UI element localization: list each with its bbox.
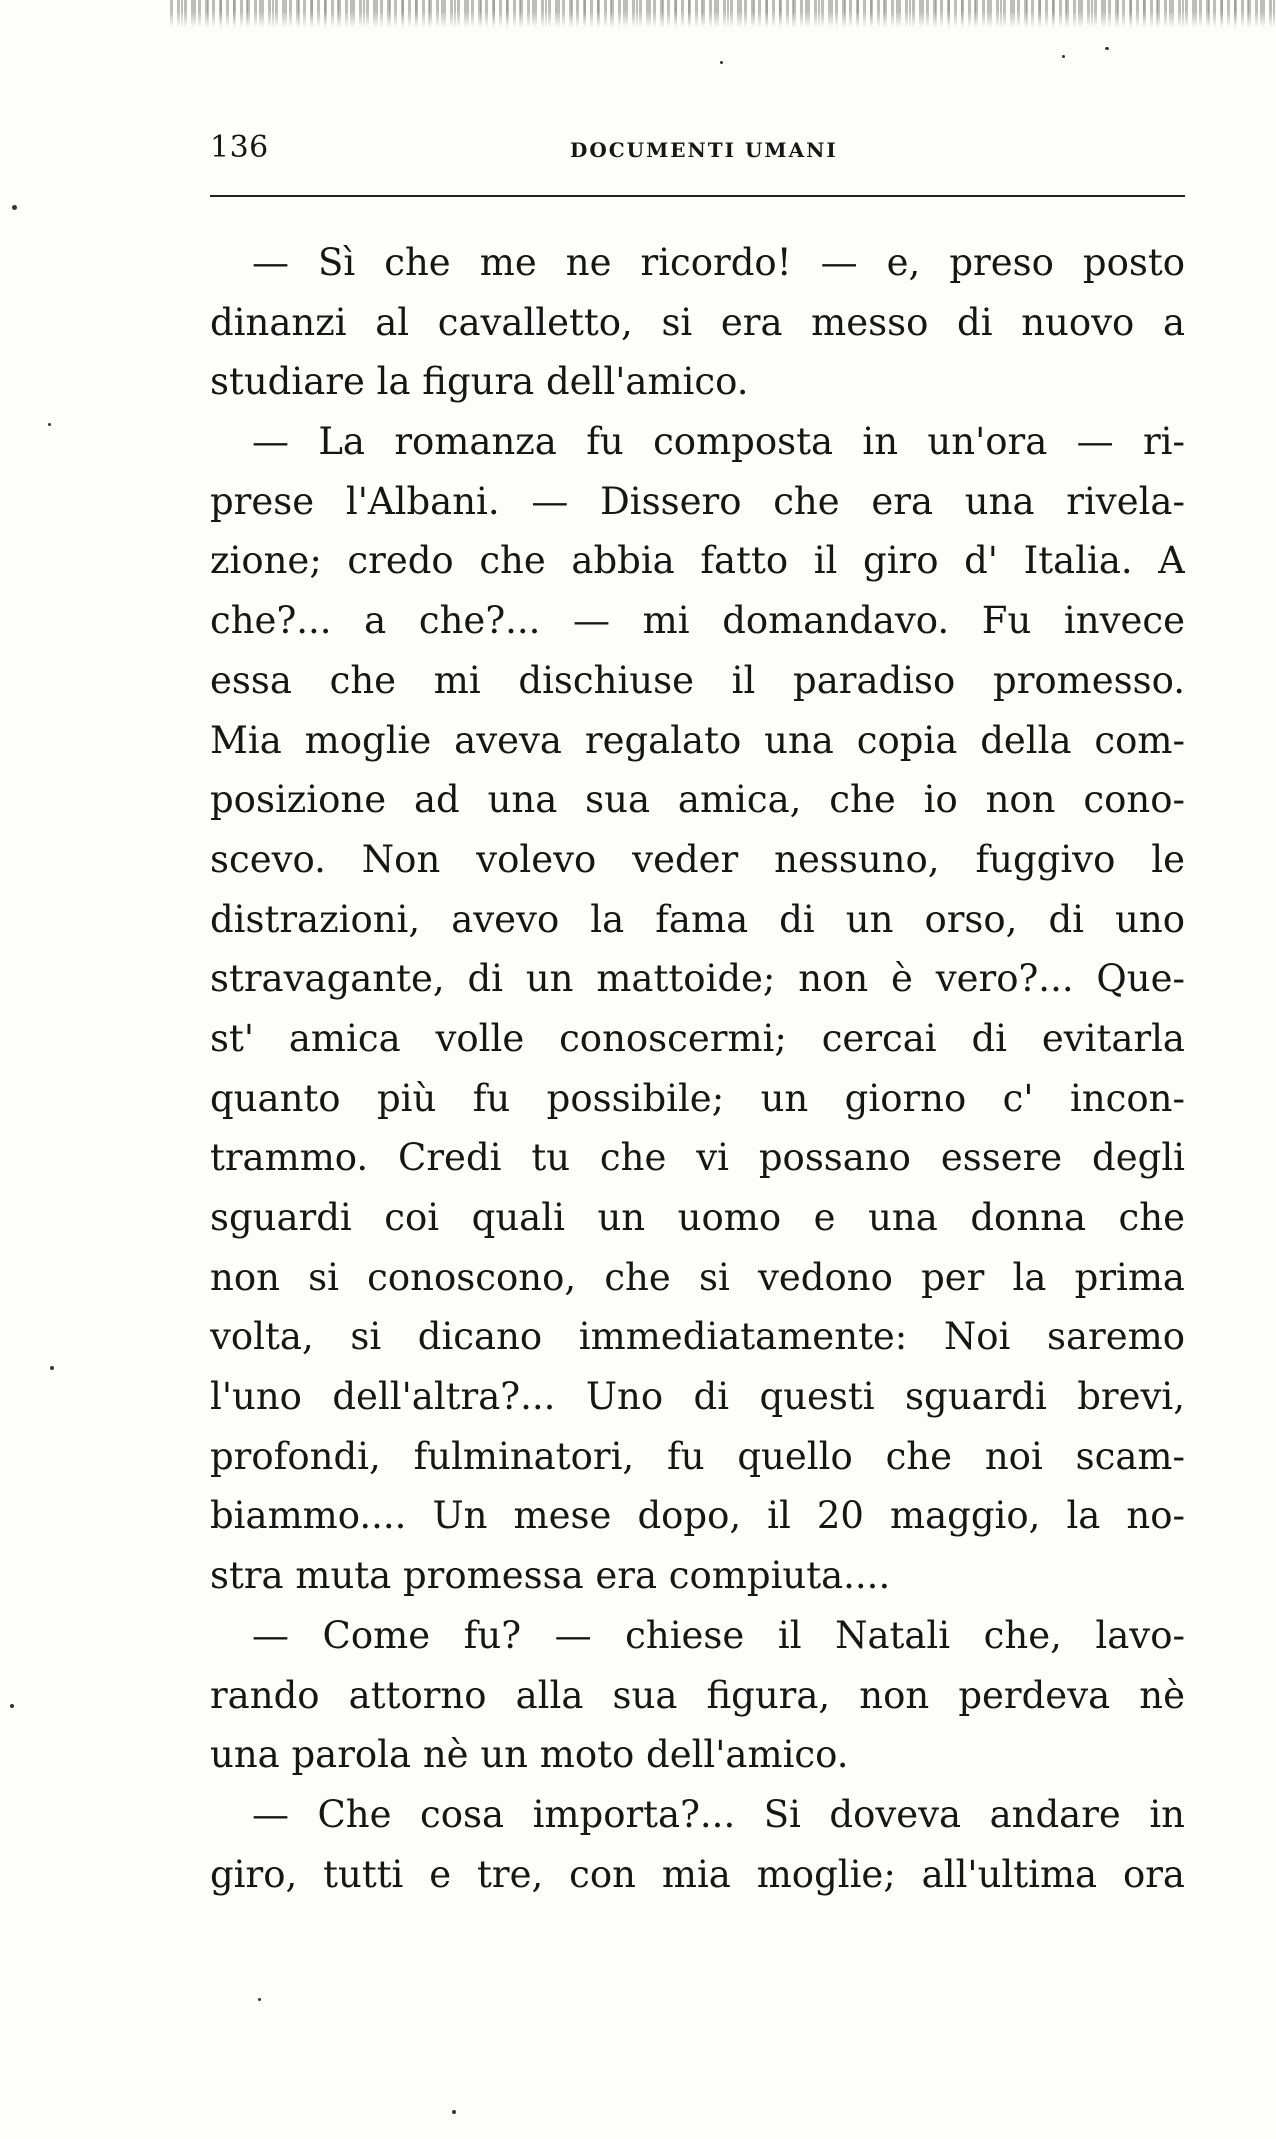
text-line: che?... a che?... — mi domandavo. Fu invece xyxy=(210,599,1185,643)
text-line: distrazioni, avevo la fama di un orso, di uno xyxy=(210,897,1185,941)
scan-speck xyxy=(258,1998,261,2001)
scan-speck xyxy=(12,205,17,210)
text-line: giro, tutti e tre, con mia moglie; all'ultima ora xyxy=(210,1852,1185,1896)
scan-speck xyxy=(10,1704,14,1708)
text-line: — La romanza fu composta in un'ora — ri- xyxy=(252,420,1185,464)
text-line: — Sì che me ne ricordo! — e, preso posto xyxy=(252,241,1185,284)
text-line: rando attorno alla sua figura, non perdeva nè xyxy=(210,1673,1185,1717)
text-line: volta, si dicano immediatamente: Noi saremo xyxy=(210,1315,1185,1359)
text-line: quanto più fu possibile; un giorno c' incon- xyxy=(210,1076,1185,1120)
text-line: profondi, fulminatori, fu quello che noi scam- xyxy=(210,1434,1185,1478)
text-line: biammo.... Un mese dopo, il 20 maggio, la no- xyxy=(210,1494,1185,1538)
text-line: — Come fu? — chiese il Natali che, lavo- xyxy=(252,1613,1185,1657)
text-line: l'uno dell'altra?... Uno di questi sguardi brevi, xyxy=(210,1375,1185,1419)
text-line: st' amica volle conoscermi; cercai di evitarla xyxy=(210,1016,1185,1060)
text-line: posizione ad una sua amica, che io non cono- xyxy=(210,778,1185,822)
scan-speck xyxy=(452,2110,456,2114)
scan-noise-top-edge xyxy=(170,0,1276,28)
text-line: zione; credo che abbia fatto il giro d' Italia. A xyxy=(210,539,1185,583)
scan-speck xyxy=(50,1366,54,1370)
text-line: una parola nè un moto dell'amico. xyxy=(210,1733,849,1777)
scan-speck xyxy=(1062,55,1065,58)
text-line: essa che mi dischiuse il paradiso promesso. xyxy=(210,658,1185,702)
text-line: dinanzi al cavalletto, si era messo di nuovo a xyxy=(210,300,1185,344)
scan-speck xyxy=(720,61,723,64)
text-line: Mia moglie aveva regalato una copia della com- xyxy=(210,718,1185,762)
text-line: stra muta promessa era compiuta.... xyxy=(210,1554,891,1598)
page-number: 136 xyxy=(210,130,269,165)
scan-speck xyxy=(1105,47,1109,50)
page-header xyxy=(210,130,1185,174)
text-line: prese l'Albani. — Dissero che era una rivela- xyxy=(210,479,1185,523)
text-line: sguardi coi quali un uomo e una donna che xyxy=(210,1196,1185,1239)
body-text xyxy=(210,233,1185,1904)
text-line: non si conoscono, che si vedono per la prima xyxy=(210,1255,1185,1299)
text-line: — Che cosa importa?... Si doveva andare in xyxy=(252,1792,1185,1836)
text-line: stravagante, di un mattoide; non è vero?... Que- xyxy=(210,957,1185,1001)
header-rule xyxy=(210,195,1185,197)
running-head: DOCUMENTI UMANI xyxy=(570,138,838,162)
text-line: scevo. Non volevo veder nessuno, fuggivo le xyxy=(210,837,1185,881)
text-line: studiare la figura dell'amico. xyxy=(210,360,749,404)
scan-speck xyxy=(48,423,51,426)
text-line: trammo. Credi tu che vi possano essere degli xyxy=(210,1136,1185,1180)
